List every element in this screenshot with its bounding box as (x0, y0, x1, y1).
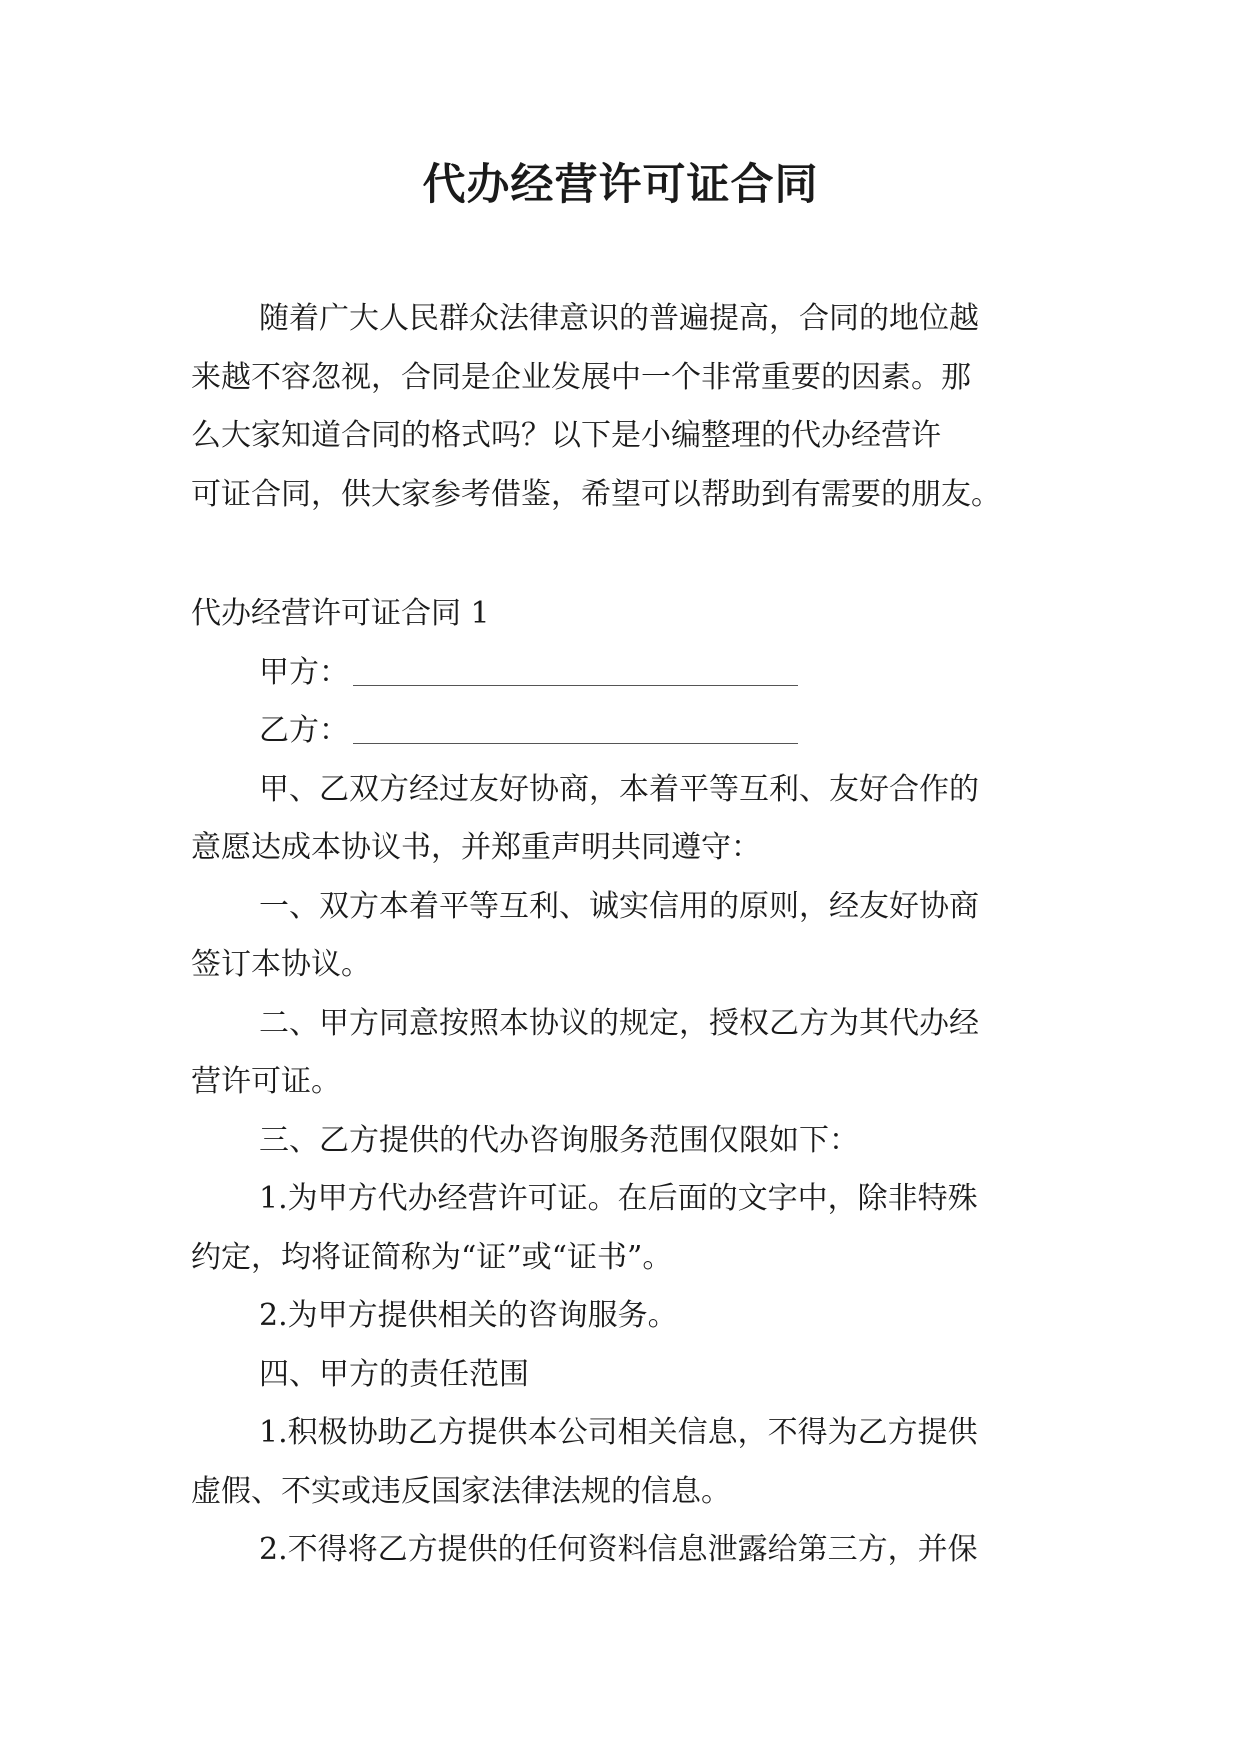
party-b-row (191, 702, 1051, 761)
contract-lines (191, 761, 1051, 1580)
contract-line: 2.不得将乙方提供的任何资料信息泄露给第三方，并保 (259, 1532, 978, 1567)
party-a-row (191, 644, 1051, 703)
contract-line: 四、甲方的责任范围 (259, 1356, 529, 1392)
intro-line: 可证合同，供大家参考借鉴，希望可以帮助到有需要的朋友。 (191, 476, 1001, 512)
contract-line: 三、乙方提供的代办咨询服务范围仅限如下： (259, 1122, 859, 1158)
intro-paragraph (191, 290, 1051, 524)
contract-line: 1.积极协助乙方提供本公司相关信息，不得为乙方提供 (259, 1415, 978, 1450)
contract-line: 1.为甲方代办经营许可证。在后面的文字中，除非特殊 (259, 1181, 978, 1216)
document-title: 代办经营许可证合同 (422, 160, 819, 210)
contract-line: 意愿达成本协议书，并郑重声明共同遵守： (191, 830, 761, 865)
contract-line: 甲、乙双方经过友好协商，本着平等互利、友好合作的 (259, 771, 979, 807)
section-heading: 代办经营许可证合同 1 (191, 596, 490, 631)
party-b-blank (353, 711, 798, 744)
contract-line: 签订本协议。 (191, 947, 371, 982)
contract-line: 2.为甲方提供相关的咨询服务。 (259, 1298, 678, 1333)
contract-line: 二、甲方同意按照本协议的规定，授权乙方为其代办经 (259, 1005, 979, 1041)
intro-line: 么大家知道合同的格式吗？以下是小编整理的代办经营许 (191, 418, 941, 453)
contract-line: 约定，均将证简称为“证”或“证书”。 (191, 1239, 673, 1275)
party-b-label: 乙方： (259, 713, 349, 748)
contract-line: 营许可证。 (191, 1064, 341, 1099)
contract-line: 虚假、不实或违反国家法律法规的信息。 (191, 1473, 731, 1509)
contract-body (191, 585, 1051, 1580)
intro-line: 来越不容忽视，合同是企业发展中一个非常重要的因素。那 (191, 359, 971, 395)
party-a-label: 甲方： (259, 654, 349, 690)
intro-line: 随着广大人民群众法律意识的普遍提高，合同的地位越 (259, 301, 979, 336)
party-a-blank (353, 653, 798, 686)
contract-line: 一、双方本着平等互利、诚实信用的原则，经友好协商 (259, 888, 979, 924)
